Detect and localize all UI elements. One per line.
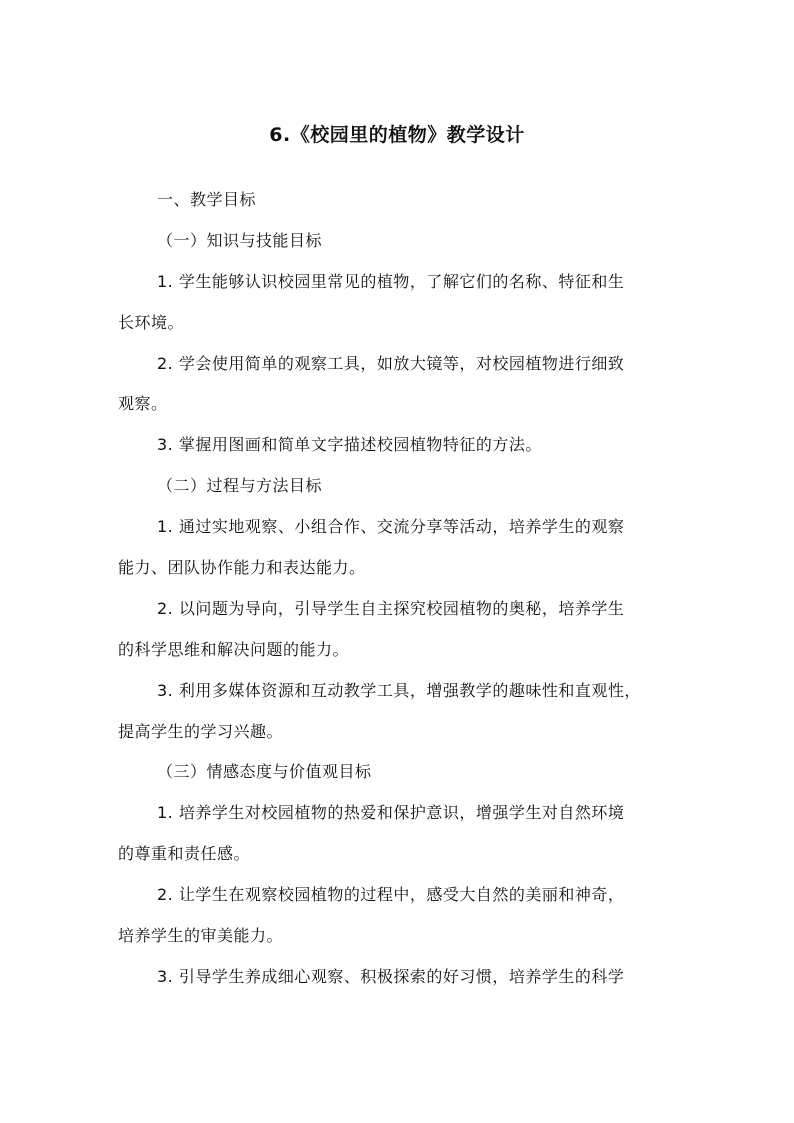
section-heading: 一、教学目标 [157, 190, 257, 209]
paragraph-line: 2. 让学生在观察校园植物的过程中，感受大自然的美丽和神奇， [157, 885, 625, 905]
paragraph-line: 观察。 [118, 394, 168, 414]
document-title: 6.《校园里的植物》教学设计 [269, 124, 525, 146]
paragraph-line: 1. 学生能够认识校园里常见的植物，了解它们的名称、特征和生 [157, 271, 625, 291]
paragraph-line: 3. 引导学生养成细心观察、积极探索的好习惯，培养学生的科学 [157, 966, 625, 986]
paragraph-line: 3. 掌握用图画和简单文字描述校园植物特征的方法。 [157, 435, 542, 455]
paragraph-line: 培养学生的审美能力。 [118, 926, 284, 946]
document-body [118, 180, 678, 998]
paragraph-line: 提高学生的学习兴趣。 [118, 721, 284, 741]
subsection-heading: （一）知识与技能目标 [157, 230, 323, 250]
paragraph-line: 长环境。 [118, 312, 185, 332]
paragraph-line: 1. 通过实地观察、小组合作、交流分享等活动，培养学生的观察 [157, 517, 625, 537]
paragraph-line: 能力、团队协作能力和表达能力。 [118, 558, 366, 578]
paragraph-line: 2. 以问题为导向，引导学生自主探究校园植物的奥秘，培养学生 [157, 598, 625, 618]
paragraph-line: 3. 利用多媒体资源和互动教学工具，增强教学的趣味性和直观性， [157, 680, 641, 700]
subsection-heading: （三）情感态度与价值观目标 [157, 762, 372, 782]
paragraph-line: 的尊重和责任感。 [118, 844, 251, 864]
paragraph-line: 2. 学会使用简单的观察工具，如放大镜等，对校园植物进行细致 [157, 353, 625, 373]
subsection-heading: （二）过程与方法目标 [157, 476, 323, 496]
paragraph-line: 的科学思维和解决问题的能力。 [118, 639, 350, 659]
paragraph-line: 1. 培养学生对校园植物的热爱和保护意识，增强学生对自然环境 [157, 803, 625, 823]
